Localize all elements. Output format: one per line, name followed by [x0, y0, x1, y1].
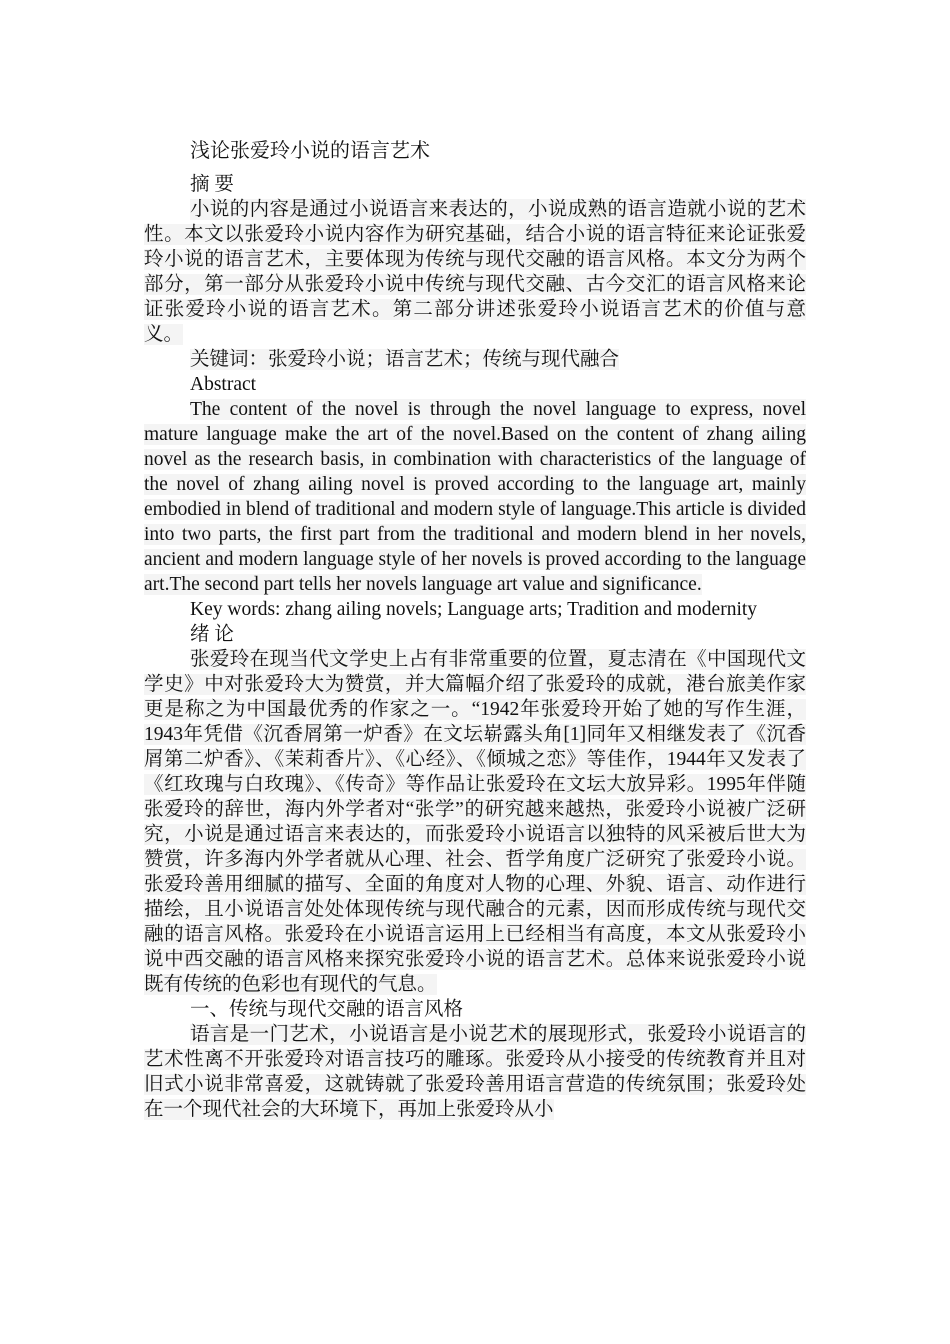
section1-heading: 一、传统与现代交融的语言风格 — [190, 999, 464, 1020]
intro-paragraph — [144, 647, 806, 997]
abstract-en-paragraph — [144, 397, 806, 597]
abstract-en-heading: Abstract — [190, 374, 257, 395]
abstract-paragraph — [144, 197, 806, 347]
keywords-cn-text: 关键词：张爱玲小说；语言艺术；传统与现代融合 — [190, 349, 620, 370]
abstract-heading: 摘 要 — [190, 174, 234, 195]
document-page — [144, 136, 806, 1122]
keywords-en: Key words: zhang ailing novels; Language arts; Tradition and modernity — [190, 599, 758, 620]
section1-paragraph — [144, 1022, 806, 1122]
document-title: 浅论张爱玲小说的语言艺术 — [190, 138, 430, 162]
section1-text: 语言是一门艺术，小说语言是小说艺术的展现形式，张爱玲小说语言的艺术性离不开张爱玲对语言技巧的雕琢。张爱玲从小接受的传统教育并且对旧式小说非常喜爱，这就铸就了张爱玲善用语言营造的传统氛围；张爱玲处在一个现代社会的大环境下，再加上张爱玲从小 — [144, 1024, 806, 1120]
keywords-cn — [144, 347, 806, 372]
intro-heading: 绪 论 — [190, 624, 234, 645]
abstract-text: 小说的内容是通过小说语言来表达的，小说成熟的语言造就小说的艺术性。本文以张爱玲小说内容作为研究基础，结合小说的语言特征来论证张爱玲小说的语言艺术，主要体现为传统与现代交融的语言风格。本文分为两个部分，第一部分从张爱玲小说中传统与现代交融、古今交汇的语言风格来论证张爱玲小说的语言艺术。第二部分讲述张爱玲小说语言艺术的价值与意义。 — [144, 199, 806, 345]
intro-text: 张爱玲在现当代文学史上占有非常重要的位置，夏志清在《中国现代文学史》中对张爱玲大为赞赏，并大篇幅介绍了张爱玲的成就，港台旅美作家更是称之为中国最优秀的作家之一。“1942年张爱玲开始了她的写作生涯，1943年凭借《沉香屑第一炉香》在文坛崭露头角[1]同年又相继发表了《沉香屑第二炉香》、《茉莉香片》、《心经》、《倾城之恋》等佳作，1944年又发表了《红玫瑰与白玫瑰》、《传奇》等作品让张爱玲在文坛大放异彩。1995年伴随张爱玲的辞世，海内外学者对“张学”的研究越来越热，张爱玲小说被广泛研究，小说是通过语言来表达的，而张爱玲小说语言以独特的风采被后世大为赞赏，许多海内外学者就从心理、社会、哲学角度广泛研究了张爱玲小说。张爱玲善用细腻的描写、全面的角度对人物的心理、外貌、语言、动作进行描绘，且小说语言处处体现传统与现代融合的元素，因而形成传统与现代交融的语言风格。张爱玲在小说语言运用上已经相当有高度，本文从张爱玲小说中西交融的语言风格来探究张爱玲小说的语言艺术。总体来说张爱玲小说既有传统的色彩也有现代的气息。 — [144, 649, 806, 995]
abstract-en-text: The content of the novel is through the novel language to express, novel mature language make the art of the novel.Based on the content of zhang ailing novel as the research basis, in combination with characteristics of the language of the novel of zhang ailing novel is proved according to the language art, mainly embodied in blend of traditional and modern style of language.This article is divided into two parts, the first part from the traditional and modern blend in her novels, ancient and modern language style of her novels is proved according to the language art.The second part tells her novels language art value and significance. — [144, 399, 806, 595]
